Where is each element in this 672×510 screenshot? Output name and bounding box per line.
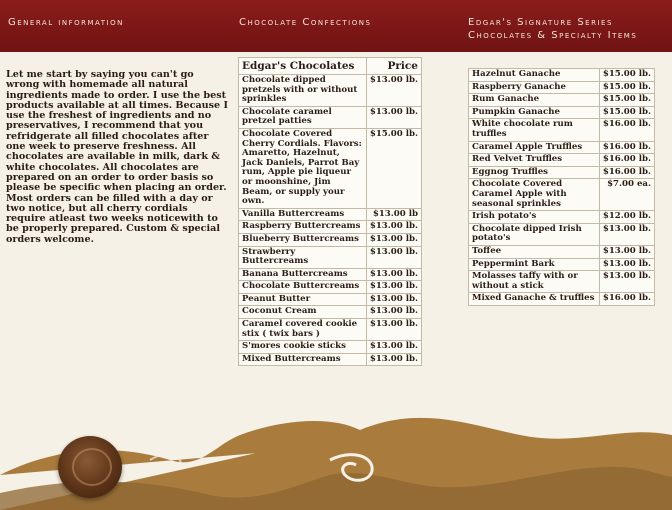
- menu-item-name: Caramel Apple Truffles: [469, 141, 600, 154]
- menu-item-price: $16.00 lb.: [599, 166, 654, 179]
- menu-item-price: $13.00 lb.: [366, 341, 421, 354]
- menu-item-price: $16.00 lb.: [599, 119, 654, 141]
- section-heading-general: General information: [8, 17, 124, 28]
- menu-item-price: $13.00 lb.: [366, 221, 421, 234]
- menu-row: [239, 106, 422, 128]
- signature-table: [468, 68, 655, 306]
- menu-item-name: Chocolate Covered Cherry Cordials. Flavors: Amaretto, Hazelnut, Jack Daniels, Parrot Bay rum, Apple pie liqueur or moonshine, Jim Beam, or supply your own.: [239, 128, 367, 208]
- menu-row: [469, 106, 655, 119]
- menu-item-name: Toffee: [469, 245, 600, 258]
- menu-item-price: $13.00 lb.: [599, 245, 654, 258]
- menu-item-price: $13.00 lb.: [366, 106, 421, 128]
- menu-row: [239, 221, 422, 234]
- menu-item-price: $13.00 lb.: [366, 268, 421, 281]
- menu-item-name: Chocolate dipped pretzels with or without sprinkles: [239, 75, 367, 107]
- menu-row: [469, 223, 655, 245]
- menu-item-price: $15.00 lb.: [599, 81, 654, 94]
- menu-row: [469, 69, 655, 82]
- menu-row: [469, 211, 655, 224]
- price-column-header: Price: [366, 58, 421, 75]
- menu-item-price: $13.00 lb.: [366, 233, 421, 246]
- truffle-image: [58, 436, 122, 498]
- menu-item-name: Vanilla Buttercreams: [239, 208, 367, 221]
- menu-row: [239, 306, 422, 319]
- menu-row: [469, 81, 655, 94]
- menu-item-price: $16.00 lb.: [599, 293, 654, 306]
- menu-item-name: Eggnog Truffles: [469, 166, 600, 179]
- menu-row: [239, 281, 422, 294]
- intro-paragraph: Let me start by saying you can't go wrong with homemade all natural ingredients made to order. I use the best products available at all times. Because I use the freshest of ingredients and no preservatives, I recommend that you refridgerate all filled chocolates after one week to preserve freshness. All chocolates are available in milk, dark & white chocolates. All chocolates are prepared on an order to order basis so please be specific when placing an order. Most orders can be filled with a day or two notice, but all cherry cordials require atleast two weeks noticewith to be properly prepared. Custom & special orders welcome.: [6, 69, 228, 245]
- menu-row: [469, 245, 655, 258]
- menu-item-name: Mixed Ganache & truffles: [469, 293, 600, 306]
- menu-item-price: $13.00 lb.: [366, 306, 421, 319]
- menu-item-price: $15.00 lb.: [599, 94, 654, 107]
- menu-item-name: Hazelnut Ganache: [469, 69, 600, 82]
- menu-item-name: Red Velvet Truffles: [469, 154, 600, 167]
- menu-item-price: $13.00 lb.: [599, 223, 654, 245]
- menu-row: [469, 154, 655, 167]
- menu-item-name: Irish potato's: [469, 211, 600, 224]
- menu-row: [239, 293, 422, 306]
- menu-item-price: $13.00 lb.: [366, 75, 421, 107]
- menu-item-price: $15.00 lb.: [599, 69, 654, 82]
- menu-item-price: $13.00 lb.: [366, 353, 421, 366]
- confections-table: [238, 57, 422, 366]
- menu-item-name: Rum Ganache: [469, 94, 600, 107]
- section-heading-signature: Edgar's Signature Series Chocolates & Specialty Items: [468, 17, 638, 41]
- menu-item-price: $13.00 lb.: [366, 293, 421, 306]
- menu-row: [469, 179, 655, 211]
- menu-item-name: Raspberry Ganache: [469, 81, 600, 94]
- menu-item-price: $7.00 ea.: [599, 179, 654, 211]
- menu-item-name: Blueberry Buttercreams: [239, 233, 367, 246]
- menu-item-price: $13.00 lb.: [599, 271, 654, 293]
- menu-row: [239, 341, 422, 354]
- menu-item-price: $16.00 lb.: [599, 154, 654, 167]
- menu-item-price: $16.00 lb.: [599, 141, 654, 154]
- menu-row: [469, 293, 655, 306]
- menu-item-name: Molasses taffy with or without a stick: [469, 271, 600, 293]
- menu-item-price: $13.00 lb.: [599, 258, 654, 271]
- menu-row: [239, 208, 422, 221]
- menu-item-price: $15.00 lb.: [599, 106, 654, 119]
- menu-item-price: $13.00 lb.: [366, 319, 421, 341]
- menu-row: [239, 319, 422, 341]
- menu-item-name: Caramel covered cookie stix ( twix bars ): [239, 319, 367, 341]
- menu-row: [239, 233, 422, 246]
- menu-item-name: Raspberry Buttercreams: [239, 221, 367, 234]
- menu-item-price: $12.00 lb.: [599, 211, 654, 224]
- header-band: [0, 0, 672, 52]
- menu-item-name: Chocolate dipped Irish potato's: [469, 223, 600, 245]
- menu-row: [469, 119, 655, 141]
- menu-item-name: S'mores cookie sticks: [239, 341, 367, 354]
- menu-item-name: Strawberry Buttercreams: [239, 246, 367, 268]
- menu-item-name: Chocolate caramel pretzel patties: [239, 106, 367, 128]
- menu-item-name: White chocolate rum truffles: [469, 119, 600, 141]
- menu-row: [469, 258, 655, 271]
- menu-item-name: Coconut Cream: [239, 306, 367, 319]
- menu-item-price: $15.00 lb.: [366, 128, 421, 208]
- menu-row: [469, 94, 655, 107]
- menu-item-price: $13.00 lb.: [366, 281, 421, 294]
- menu-item-price: $13.00 lb: [366, 208, 421, 221]
- menu-row: [469, 271, 655, 293]
- menu-item-name: Pumpkin Ganache: [469, 106, 600, 119]
- menu-row: [239, 128, 422, 208]
- menu-item-price: $13.00 lb.: [366, 246, 421, 268]
- menu-item-name: Banana Buttercreams: [239, 268, 367, 281]
- menu-item-name: Peanut Butter: [239, 293, 367, 306]
- confections-table-title: Edgar's Chocolates: [239, 58, 367, 75]
- menu-row: [239, 75, 422, 107]
- menu-row: [469, 141, 655, 154]
- menu-row: [239, 246, 422, 268]
- menu-row: [239, 353, 422, 366]
- menu-row: [239, 268, 422, 281]
- menu-item-name: Peppermint Bark: [469, 258, 600, 271]
- menu-row: [469, 166, 655, 179]
- section-heading-confections: Chocolate Confections: [239, 17, 372, 28]
- menu-item-name: Mixed Buttercreams: [239, 353, 367, 366]
- menu-item-name: Chocolate Covered Caramel Apple with seasonal sprinkles: [469, 179, 600, 211]
- menu-item-name: Chocolate Buttercreams: [239, 281, 367, 294]
